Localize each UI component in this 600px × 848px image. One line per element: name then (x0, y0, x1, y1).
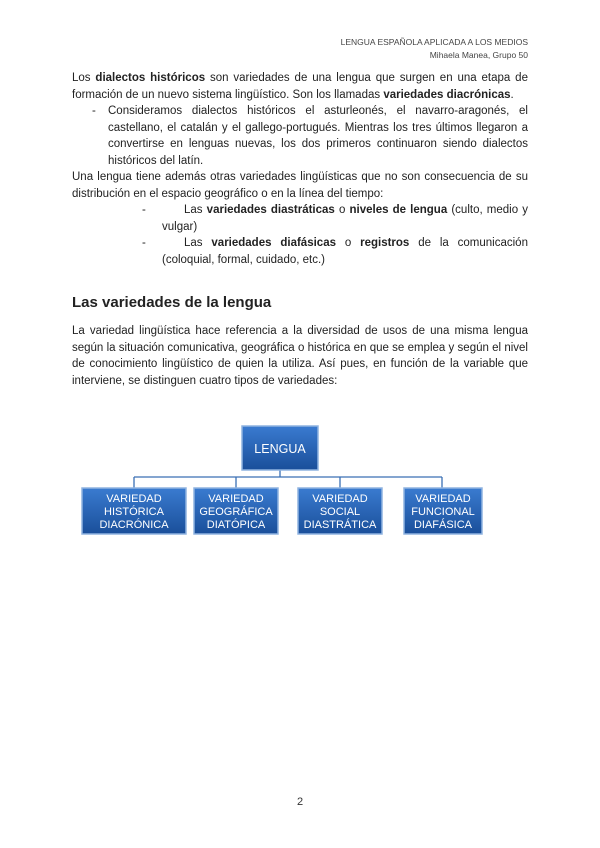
text-run: de la comunicación (coloquial, formal, cuidado, etc.) (162, 237, 528, 266)
paragraph-dialectos (72, 70, 528, 103)
child-node-funcional (404, 488, 482, 534)
root-node (242, 426, 318, 470)
child-node-line3: DIAFÁSICA (413, 519, 473, 531)
list-item-text: Consideramos dialectos históricos el asturleonés, el navarro-aragonés, el castellano, el catalán y el gallego-portugués. Mientras los tres últimos llegaron a convertirse en lenguas nuevas, los dos primeros continuaron siendo dialectos históricos del latín. (108, 105, 528, 167)
dash-bullet: - (142, 204, 146, 216)
list-item (72, 103, 528, 169)
bold-term: variedades diastráticas (206, 204, 335, 216)
bold-term: variedades diacrónicas (383, 88, 511, 101)
text-run: (culto, medio y vulgar) (162, 204, 528, 233)
dash-bullet: - (92, 105, 96, 117)
paragraph-variedad-linguistica: La variedad lingüística hace referencia a la diversidad de usos de una misma lengua según la situación comunicativa, geográfica o histórica en que se emplea y según el nivel de conocimiento lingüístico de quien la utiliza. Así pues, en función de la variable que interviene, se distinguen cuatro tipos de variedades: (72, 325, 528, 387)
list-item (72, 235, 528, 268)
paragraph-otras-variedades: Una lengua tiene además otras variedades lingüísticas que no son consecuencia de su distribución en el espacio geográfico o en la línea del tiempo: (72, 171, 528, 200)
text-run: o (334, 204, 350, 216)
bullet-list-dialectos (72, 103, 528, 169)
text-run: Los (72, 72, 96, 84)
child-node-line1: VARIEDAD (312, 493, 368, 505)
child-node-line3: DIACRÓNICA (99, 519, 169, 531)
page-header (341, 36, 528, 62)
child-node-line2: HISTÓRICA (104, 506, 164, 518)
bold-term: variedades diafásicas (211, 237, 336, 249)
bold-term: registros (360, 237, 410, 249)
child-node-line2: FUNCIONAL (411, 506, 475, 518)
child-node-line2: GEOGRÁFICA (199, 506, 273, 518)
list-item (72, 202, 528, 235)
page-number: 2 (296, 796, 304, 808)
variedades-diagram (70, 420, 530, 550)
text-run: Las (184, 237, 212, 249)
child-node-line1: VARIEDAD (106, 493, 162, 505)
header-course-title: LENGUA ESPAÑOLA APLICADA A LOS MEDIOS (340, 37, 528, 47)
text-run: son variedades de una lengua que surgen en una etapa de formación de un nuevo sistema lingüístico. Son los llamadas (72, 72, 528, 101)
child-node-social (298, 488, 382, 534)
bold-term: dialectos históricos (95, 72, 206, 84)
text-run: . (510, 88, 514, 101)
root-node-label: LENGUA (254, 442, 306, 456)
dash-bullet: - (142, 237, 146, 249)
document-body (72, 70, 528, 389)
connector-lines (134, 470, 442, 488)
bold-term: niveles de lengua (349, 204, 448, 216)
child-node-line3: DIASTRÁTICA (303, 519, 377, 531)
bullet-list-variedades (72, 202, 528, 268)
child-node-line1: VARIEDAD (208, 493, 264, 505)
child-node-line1: VARIEDAD (415, 493, 471, 505)
child-node-geografica (194, 488, 278, 534)
text-run: o (335, 237, 361, 249)
header-author: Mihaela Manea, Grupo 50 (429, 50, 528, 60)
child-node-line3: DIATÓPICA (206, 519, 266, 531)
text-run: Las (184, 204, 207, 216)
child-node-historica (82, 488, 186, 534)
section-heading: Las variedades de la lengua (72, 294, 272, 311)
child-node-line2: SOCIAL (319, 506, 361, 518)
